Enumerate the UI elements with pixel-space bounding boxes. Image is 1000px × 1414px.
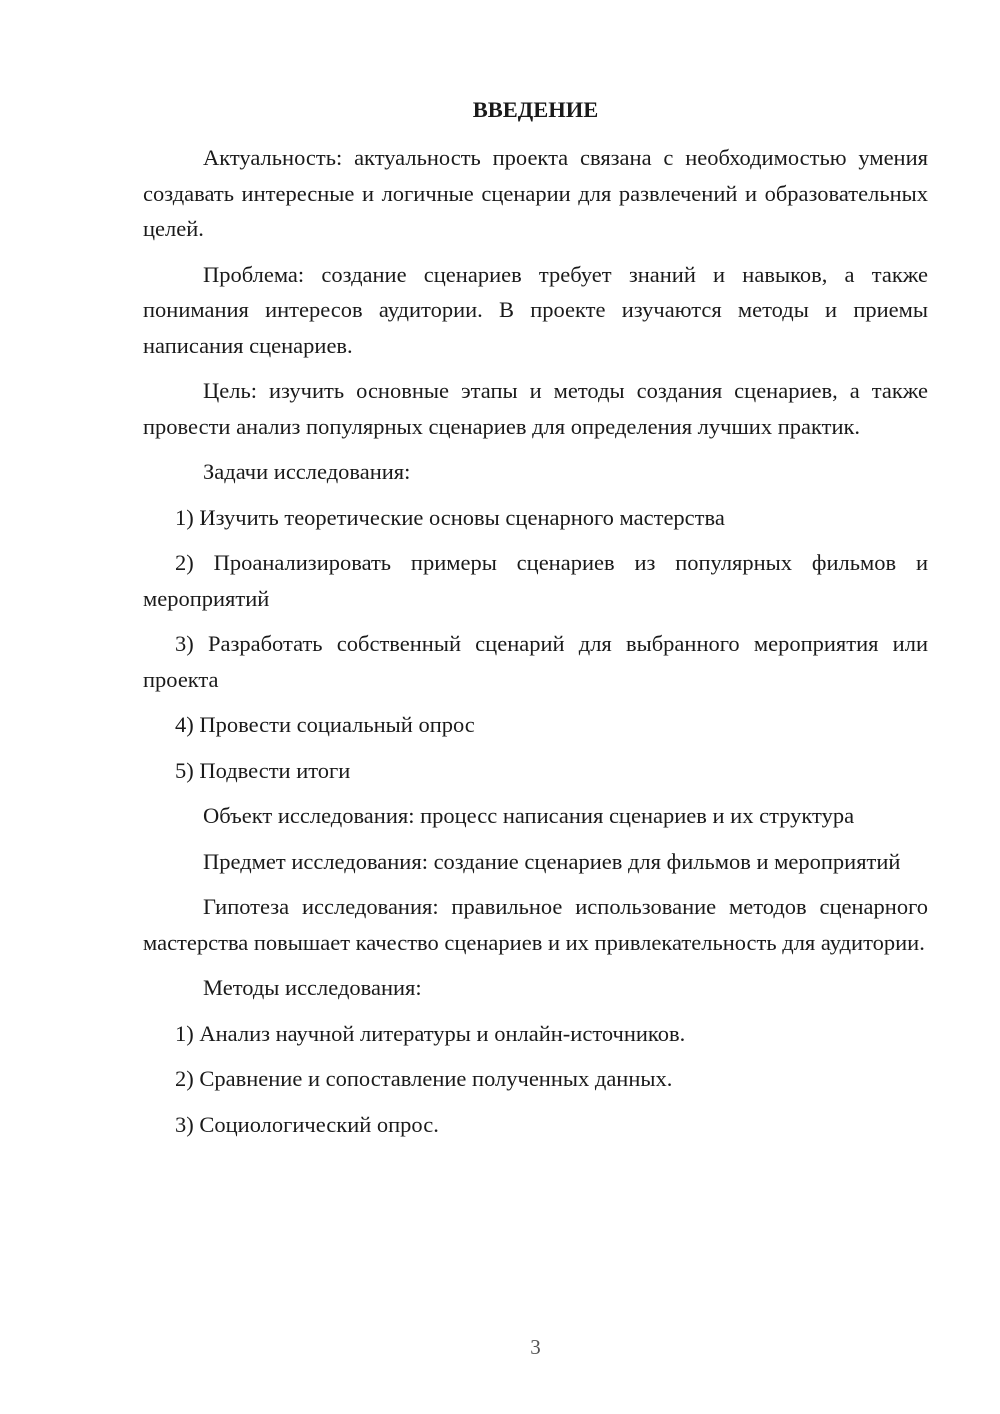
paragraph-hypothesis: Гипотеза исследования: правильное использование методов сценарного мастерства повышает качество сценариев и их привлекательность для аудитории.	[143, 894, 928, 955]
list-item-task-5: 5) Подвести итоги	[175, 757, 351, 783]
paragraph-object: Объект исследования: процесс написания сценариев и их структура	[203, 803, 855, 828]
paragraph-problem: Проблема: создание сценариев требует знаний и навыков, а также понимания интересов аудитории. В проекте изучаются методы и приемы написания сценариев.	[143, 261, 928, 358]
list-item-task-1: 1) Изучить теоретические основы сценарного мастерства	[175, 504, 725, 530]
paragraph-tasks-heading: Задачи исследования:	[203, 459, 411, 484]
list-item-method-2: 2) Сравнение и сопоставление полученных данных.	[175, 1066, 673, 1091]
list-item-task-4: 4) Провести социальный опрос	[175, 712, 475, 737]
list-item-task-2: 2) Проанализировать примеры сценариев из популярных фильмов и мероприятий	[143, 550, 928, 611]
paragraph-subject: Предмет исследования: создание сценариев для фильмов и мероприятий	[203, 848, 901, 874]
section-heading: ВВЕДЕНИЕ	[472, 97, 599, 122]
paragraph-methods-heading: Методы исследования:	[203, 975, 422, 1000]
paragraph-goal: Цель: изучить основные этапы и методы создания сценариев, а также провести анализ популярных сценариев для определения лучших практик.	[143, 378, 928, 439]
document-body	[143, 140, 928, 1152]
page-number: 3	[530, 1335, 541, 1359]
list-item-task-3: 3) Разработать собственный сценарий для выбранного мероприятия или проекта	[143, 631, 928, 692]
list-item-method-3: 3) Социологический опрос.	[175, 1111, 439, 1137]
list-item-method-1: 1) Анализ научной литературы и онлайн-источников.	[175, 1020, 686, 1046]
paragraph-relevance: Актуальность: актуальность проекта связана с необходимостью умения создавать интересные и логичные сценарии для развлечений и образовательных целей.	[143, 145, 928, 241]
